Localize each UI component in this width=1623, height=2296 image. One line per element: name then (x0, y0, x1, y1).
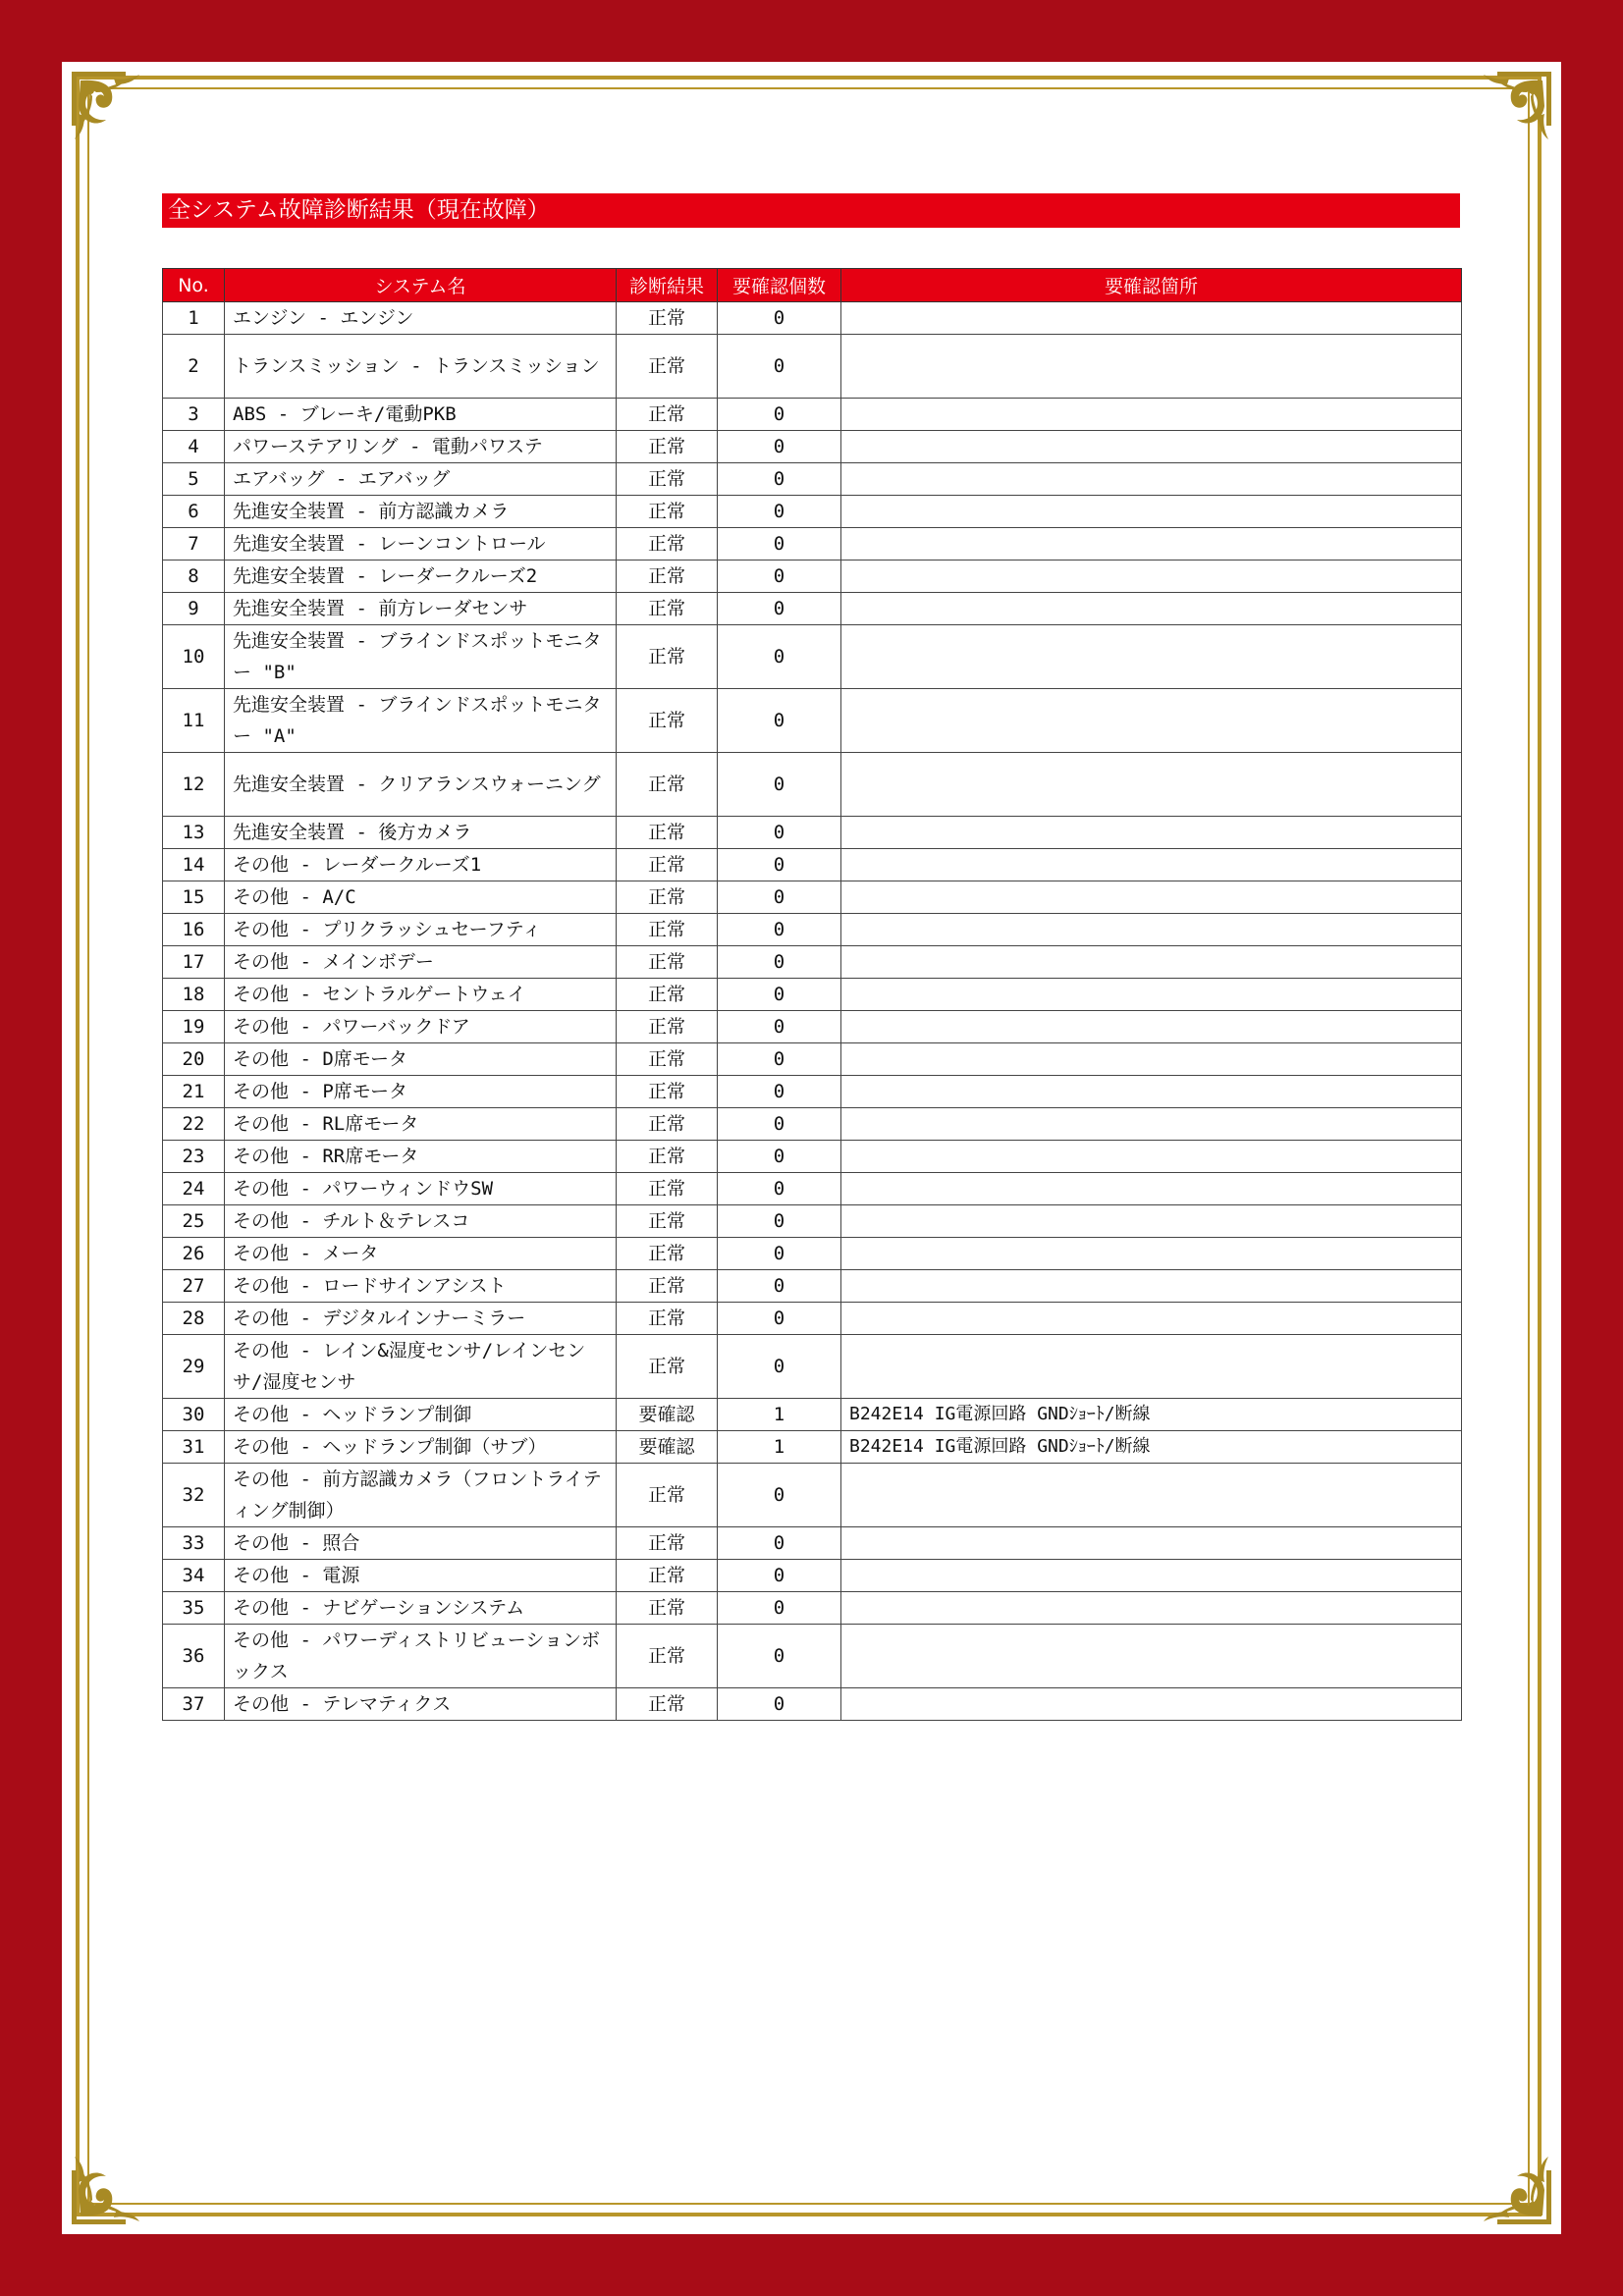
row-system-name: その他 - ヘッドランプ制御（サブ） (225, 1431, 617, 1464)
row-system-name: パワーステアリング - 電動パワステ (225, 431, 617, 463)
row-check-location (841, 1270, 1462, 1303)
table-row (163, 625, 1462, 689)
row-result: 正常 (617, 1043, 718, 1076)
row-system-name: その他 - パワーバックドア (225, 1011, 617, 1043)
table-row (163, 1431, 1462, 1464)
row-no: 24 (163, 1173, 225, 1205)
row-check-count: 0 (718, 1464, 841, 1527)
row-check-location (841, 1464, 1462, 1527)
row-system-name: その他 - メインボデー (225, 946, 617, 979)
header-system-name: システム名 (225, 269, 617, 302)
row-check-location (841, 1592, 1462, 1625)
row-no: 6 (163, 496, 225, 528)
row-check-location: B242E14 IG電源回路 GNDｼｮｰﾄ/断線 (841, 1431, 1462, 1464)
row-no: 10 (163, 625, 225, 689)
row-no: 8 (163, 561, 225, 593)
row-system-name: その他 - D席モータ (225, 1043, 617, 1076)
row-no: 35 (163, 1592, 225, 1625)
row-result: 要確認 (617, 1431, 718, 1464)
row-check-count: 1 (718, 1399, 841, 1431)
row-no: 2 (163, 335, 225, 399)
row-system-name: その他 - RL席モータ (225, 1108, 617, 1141)
header-no: No. (163, 269, 225, 302)
row-no: 36 (163, 1625, 225, 1688)
row-no: 12 (163, 753, 225, 817)
table-row (163, 1335, 1462, 1399)
row-result: 正常 (617, 528, 718, 561)
table-row (163, 1108, 1462, 1141)
table-row (163, 302, 1462, 335)
row-result: 正常 (617, 914, 718, 946)
row-result: 正常 (617, 1205, 718, 1238)
row-result: 正常 (617, 1527, 718, 1560)
table-row (163, 1173, 1462, 1205)
row-check-location (841, 399, 1462, 431)
row-no: 23 (163, 1141, 225, 1173)
row-check-count: 0 (718, 463, 841, 496)
row-system-name: 先進安全装置 - レーンコントロール (225, 528, 617, 561)
section-title: 全システム故障診断結果（現在故障） (162, 193, 1460, 228)
row-check-count: 0 (718, 1592, 841, 1625)
row-result: 正常 (617, 561, 718, 593)
row-no: 33 (163, 1527, 225, 1560)
row-no: 13 (163, 817, 225, 849)
row-check-count: 0 (718, 1335, 841, 1399)
row-system-name: トランスミッション - トランスミッション (225, 335, 617, 399)
row-system-name: その他 - ナビゲーションシステム (225, 1592, 617, 1625)
row-result: 正常 (617, 1238, 718, 1270)
row-check-location (841, 689, 1462, 753)
row-check-location (841, 979, 1462, 1011)
row-check-location (841, 335, 1462, 399)
row-check-count: 0 (718, 625, 841, 689)
row-no: 18 (163, 979, 225, 1011)
table-row (163, 528, 1462, 561)
row-result: 正常 (617, 463, 718, 496)
table-row (163, 1238, 1462, 1270)
row-check-location (841, 561, 1462, 593)
row-check-count: 0 (718, 1043, 841, 1076)
row-check-location (841, 1625, 1462, 1688)
row-system-name: ABS - ブレーキ/電動PKB (225, 399, 617, 431)
diagnosis-table (162, 268, 1462, 1721)
header-result: 診断結果 (617, 269, 718, 302)
row-check-location (841, 817, 1462, 849)
table-row (163, 946, 1462, 979)
row-check-count: 0 (718, 1076, 841, 1108)
row-check-location (841, 1043, 1462, 1076)
row-check-count: 0 (718, 1108, 841, 1141)
row-system-name: その他 - レーダークルーズ1 (225, 849, 617, 881)
row-system-name: その他 - A/C (225, 881, 617, 914)
row-check-count: 0 (718, 302, 841, 335)
table-row (163, 593, 1462, 625)
row-result: 正常 (617, 753, 718, 817)
row-result: 正常 (617, 1270, 718, 1303)
row-check-location (841, 914, 1462, 946)
row-check-count: 0 (718, 335, 841, 399)
row-check-count: 0 (718, 1688, 841, 1721)
row-check-count: 0 (718, 496, 841, 528)
row-check-count: 0 (718, 914, 841, 946)
table-row (163, 335, 1462, 399)
row-check-count: 0 (718, 593, 841, 625)
row-check-location (841, 431, 1462, 463)
row-check-count: 0 (718, 1270, 841, 1303)
row-no: 19 (163, 1011, 225, 1043)
row-result: 正常 (617, 1560, 718, 1592)
table-row (163, 561, 1462, 593)
row-check-location (841, 528, 1462, 561)
row-no: 29 (163, 1335, 225, 1399)
row-system-name: その他 - メータ (225, 1238, 617, 1270)
row-no: 4 (163, 431, 225, 463)
row-check-count: 0 (718, 561, 841, 593)
row-result: 正常 (617, 399, 718, 431)
table-row (163, 1205, 1462, 1238)
row-check-location (841, 1303, 1462, 1335)
row-result: 正常 (617, 881, 718, 914)
row-no: 14 (163, 849, 225, 881)
table-row (163, 1141, 1462, 1173)
row-system-name: エアバッグ - エアバッグ (225, 463, 617, 496)
row-system-name: その他 - ロードサインアシスト (225, 1270, 617, 1303)
table-row (163, 1464, 1462, 1527)
row-no: 5 (163, 463, 225, 496)
row-system-name: 先進安全装置 - ブラインドスポットモニター "B" (225, 625, 617, 689)
row-result: 正常 (617, 1076, 718, 1108)
table-row (163, 1625, 1462, 1688)
row-result: 正常 (617, 335, 718, 399)
row-check-count: 0 (718, 1205, 841, 1238)
corner-ornament-icon (1468, 2141, 1556, 2229)
table-row (163, 1011, 1462, 1043)
row-check-location (841, 1688, 1462, 1721)
row-no: 15 (163, 881, 225, 914)
row-check-count: 0 (718, 1011, 841, 1043)
corner-ornament-icon (67, 2141, 155, 2229)
table-row (163, 399, 1462, 431)
row-result: 正常 (617, 849, 718, 881)
row-check-location (841, 1335, 1462, 1399)
row-result: 正常 (617, 302, 718, 335)
table-row (163, 817, 1462, 849)
row-no: 9 (163, 593, 225, 625)
row-check-location (841, 1560, 1462, 1592)
row-check-count: 0 (718, 528, 841, 561)
row-result: 正常 (617, 1625, 718, 1688)
row-check-count: 0 (718, 1560, 841, 1592)
row-no: 25 (163, 1205, 225, 1238)
row-system-name: 先進安全装置 - 前方レーダセンサ (225, 593, 617, 625)
table-row (163, 979, 1462, 1011)
row-check-count: 1 (718, 1431, 841, 1464)
table-row (163, 1592, 1462, 1625)
row-system-name: その他 - パワーウィンドウSW (225, 1173, 617, 1205)
row-no: 21 (163, 1076, 225, 1108)
row-result: 正常 (617, 1688, 718, 1721)
row-no: 11 (163, 689, 225, 753)
row-system-name: その他 - パワーディストリビューションボックス (225, 1625, 617, 1688)
row-no: 20 (163, 1043, 225, 1076)
row-system-name: その他 - プリクラッシュセーフティ (225, 914, 617, 946)
row-check-count: 0 (718, 399, 841, 431)
row-no: 30 (163, 1399, 225, 1431)
row-system-name: その他 - レイン&湿度センサ/レインセンサ/湿度センサ (225, 1335, 617, 1399)
row-system-name: その他 - 照合 (225, 1527, 617, 1560)
header-check-count: 要確認個数 (718, 269, 841, 302)
row-result: 正常 (617, 1464, 718, 1527)
row-no: 17 (163, 946, 225, 979)
row-result: 正常 (617, 1335, 718, 1399)
row-result: 要確認 (617, 1399, 718, 1431)
row-result: 正常 (617, 1173, 718, 1205)
row-system-name: その他 - 前方認識カメラ（フロントライティング制御） (225, 1464, 617, 1527)
row-check-count: 0 (718, 1238, 841, 1270)
row-system-name: 先進安全装置 - 後方カメラ (225, 817, 617, 849)
row-no: 1 (163, 302, 225, 335)
row-no: 34 (163, 1560, 225, 1592)
row-check-count: 0 (718, 979, 841, 1011)
row-result: 正常 (617, 817, 718, 849)
table-row (163, 1399, 1462, 1431)
row-system-name: その他 - チルト＆テレスコ (225, 1205, 617, 1238)
row-system-name: 先進安全装置 - レーダークルーズ2 (225, 561, 617, 593)
row-system-name: エンジン - エンジン (225, 302, 617, 335)
row-check-location (841, 1141, 1462, 1173)
row-system-name: その他 - RR席モータ (225, 1141, 617, 1173)
table-row (163, 914, 1462, 946)
table-row (163, 1688, 1462, 1721)
row-result: 正常 (617, 979, 718, 1011)
row-check-location (841, 1527, 1462, 1560)
row-check-location (841, 1108, 1462, 1141)
row-check-count: 0 (718, 1625, 841, 1688)
row-no: 32 (163, 1464, 225, 1527)
row-result: 正常 (617, 431, 718, 463)
table-row (163, 849, 1462, 881)
row-no: 27 (163, 1270, 225, 1303)
row-check-count: 0 (718, 1303, 841, 1335)
row-no: 31 (163, 1431, 225, 1464)
row-no: 28 (163, 1303, 225, 1335)
table-row (163, 1076, 1462, 1108)
row-check-count: 0 (718, 1527, 841, 1560)
corner-ornament-icon (67, 67, 155, 155)
row-no: 7 (163, 528, 225, 561)
row-check-location (841, 1173, 1462, 1205)
row-system-name: 先進安全装置 - 前方認識カメラ (225, 496, 617, 528)
row-check-location (841, 625, 1462, 689)
row-check-count: 0 (718, 817, 841, 849)
row-check-location (841, 1076, 1462, 1108)
table-row (163, 1043, 1462, 1076)
header-check-location: 要確認箇所 (841, 269, 1462, 302)
table-row (163, 881, 1462, 914)
row-system-name: その他 - テレマティクス (225, 1688, 617, 1721)
row-system-name: その他 - ヘッドランプ制御 (225, 1399, 617, 1431)
row-system-name: 先進安全装置 - ブラインドスポットモニター "A" (225, 689, 617, 753)
table-row (163, 689, 1462, 753)
row-check-location (841, 1011, 1462, 1043)
row-no: 3 (163, 399, 225, 431)
table-row (163, 431, 1462, 463)
row-check-location (841, 302, 1462, 335)
row-result: 正常 (617, 946, 718, 979)
row-check-location (841, 849, 1462, 881)
row-result: 正常 (617, 1303, 718, 1335)
row-check-count: 0 (718, 946, 841, 979)
row-no: 16 (163, 914, 225, 946)
row-no: 37 (163, 1688, 225, 1721)
row-check-location (841, 496, 1462, 528)
row-check-count: 0 (718, 881, 841, 914)
row-result: 正常 (617, 496, 718, 528)
row-result: 正常 (617, 1592, 718, 1625)
row-check-count: 0 (718, 431, 841, 463)
table-row (163, 1303, 1462, 1335)
row-check-location (841, 946, 1462, 979)
row-result: 正常 (617, 1108, 718, 1141)
table-row (163, 1527, 1462, 1560)
row-system-name: 先進安全装置 - クリアランスウォーニング (225, 753, 617, 817)
row-check-count: 0 (718, 689, 841, 753)
row-result: 正常 (617, 625, 718, 689)
table-row (163, 1560, 1462, 1592)
row-check-location (841, 1238, 1462, 1270)
row-check-location (841, 881, 1462, 914)
row-no: 22 (163, 1108, 225, 1141)
table-row (163, 463, 1462, 496)
row-check-location (841, 463, 1462, 496)
row-system-name: その他 - P席モータ (225, 1076, 617, 1108)
row-no: 26 (163, 1238, 225, 1270)
row-result: 正常 (617, 1011, 718, 1043)
row-check-count: 0 (718, 1173, 841, 1205)
row-system-name: その他 - 電源 (225, 1560, 617, 1592)
row-system-name: その他 - デジタルインナーミラー (225, 1303, 617, 1335)
table-row (163, 1270, 1462, 1303)
table-header-row (163, 269, 1462, 302)
row-check-location (841, 1205, 1462, 1238)
table-row (163, 496, 1462, 528)
row-check-location (841, 753, 1462, 817)
row-check-count: 0 (718, 1141, 841, 1173)
row-check-count: 0 (718, 849, 841, 881)
corner-ornament-icon (1468, 67, 1556, 155)
row-check-location (841, 593, 1462, 625)
row-check-location: B242E14 IG電源回路 GNDｼｮｰﾄ/断線 (841, 1399, 1462, 1431)
row-system-name: その他 - セントラルゲートウェイ (225, 979, 617, 1011)
row-result: 正常 (617, 1141, 718, 1173)
row-result: 正常 (617, 593, 718, 625)
row-result: 正常 (617, 689, 718, 753)
table-row (163, 753, 1462, 817)
row-check-count: 0 (718, 753, 841, 817)
